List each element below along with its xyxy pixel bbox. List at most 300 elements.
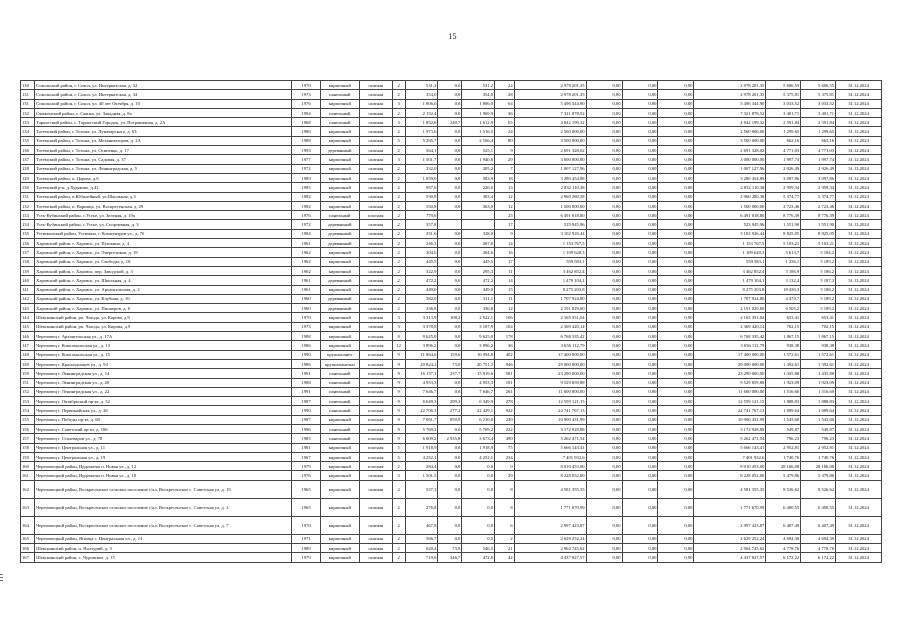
cell-non-residential-area: 0,0 xyxy=(438,146,462,155)
cell-total-area: 564,1 xyxy=(405,146,438,155)
cell-total-area: 7 646,7 xyxy=(405,387,438,396)
cell-row-number: 136 xyxy=(21,146,35,155)
cell-residents: 9 xyxy=(495,146,515,155)
cell-owner-funds: 3 102 926,44 xyxy=(694,229,766,238)
table-row xyxy=(21,378,882,387)
cell-regional-funds: 0,00 xyxy=(622,534,658,543)
cell-federal-funds: 0,00 xyxy=(586,406,622,415)
cell-total-area: 550,8 xyxy=(405,201,438,210)
cell-local-funds: 0,00 xyxy=(658,118,694,127)
cell-total-area: 3 896,2 xyxy=(405,341,438,350)
cell-residential-area: 2 922,1 xyxy=(462,313,495,322)
cell-total-area: 4 252,1 xyxy=(405,452,438,461)
table-row xyxy=(21,313,882,322)
cell-wall-material: панельный xyxy=(320,434,359,443)
cell-floors: 3 xyxy=(392,155,405,164)
cell-residents: 64 xyxy=(495,99,515,108)
cell-owner-funds: 5 666 143,41 xyxy=(694,443,766,452)
cell-residents: 8 xyxy=(495,480,515,498)
cell-owner-funds: 2 191 029,60 xyxy=(694,304,766,313)
cell-deadline: 31.12.2024 xyxy=(836,192,882,201)
cell-regional-funds: 0,00 xyxy=(622,211,658,220)
cell-total-area: 1 059,0 xyxy=(405,173,438,182)
cell-roof-type: скатная xyxy=(359,201,392,210)
cell-federal-funds: 0,00 xyxy=(586,498,622,516)
cell-deadline: 31.12.2024 xyxy=(836,350,882,359)
cell-roof-type: скатная xyxy=(359,498,392,516)
cell-year-built: 1980 xyxy=(292,127,320,136)
cell-floors: 9 xyxy=(392,332,405,341)
cell-non-residential-area: 0,0 xyxy=(438,285,462,294)
cell-row-number: 129 xyxy=(21,173,35,182)
cell-address: Череповец г. Ленинградская ул., д. 22 xyxy=(35,387,292,396)
cell-roof-type: скатная xyxy=(359,136,392,145)
cell-total-area: 9 625,0 xyxy=(405,332,438,341)
cell-max-cost-per-sqm: 4 771,03 xyxy=(801,146,836,155)
cell-max-cost-per-sqm: 1 740,76 xyxy=(801,452,836,461)
cell-residents: 234 xyxy=(495,452,515,461)
cell-regional-funds: 0,00 xyxy=(622,313,658,322)
cell-max-cost-per-sqm: 1 392,61 xyxy=(801,359,836,368)
cell-non-residential-area: 0,0 xyxy=(438,516,462,534)
cell-non-residential-area: 0,0 xyxy=(438,99,462,108)
cell-year-built: 1987 xyxy=(292,397,320,406)
cell-owner-funds: 9 529 859,88 xyxy=(694,378,766,387)
cell-wall-material: панельный xyxy=(320,378,359,387)
cell-floors: 3 xyxy=(392,118,405,127)
cell-total-cost: 2 165 351,04 xyxy=(514,313,586,322)
cell-roof-type: плоская xyxy=(359,359,392,368)
cell-total-area: 467,8 xyxy=(405,516,438,534)
cell-deadline: 31.12.2024 xyxy=(836,136,882,145)
cell-cost-per-sqm: 2 723,46 xyxy=(766,201,801,210)
cell-floors: 5 xyxy=(392,443,405,452)
cell-deadline: 31.12.2024 xyxy=(836,415,882,424)
cell-non-residential-area: 0,0 xyxy=(438,332,462,341)
cell-local-funds: 0,00 xyxy=(658,480,694,498)
cell-wall-material: кирпичный xyxy=(320,285,359,294)
cell-address: Тотемский район, п.Юбилейный, ул.Школьная, д.3 xyxy=(35,192,292,201)
cell-cost-per-sqm: 2 959,34 xyxy=(766,183,801,192)
cell-local-funds: 0,00 xyxy=(658,544,694,553)
cell-deadline: 31.12.2024 xyxy=(836,480,882,498)
cell-owner-funds: 7 321 878,52 xyxy=(694,108,766,117)
cell-residential-area: 4 953,3 xyxy=(462,378,495,387)
cell-address: Харовский район, г. Харовск, ул. Энергетиков, д. 19 xyxy=(35,248,292,257)
cell-regional-funds: 0,00 xyxy=(622,544,658,553)
cell-federal-funds: 0,00 xyxy=(586,534,622,543)
cell-local-funds: 0,00 xyxy=(658,285,694,294)
cell-federal-funds: 0,00 xyxy=(586,81,622,90)
cell-floors: 9 xyxy=(392,397,405,406)
cell-local-funds: 0,00 xyxy=(658,462,694,471)
cell-max-cost-per-sqm: 1 923,09 xyxy=(801,378,836,387)
cell-floors: 2 xyxy=(392,108,405,117)
table-row xyxy=(21,369,882,378)
cell-cost-per-sqm: 8 776,39 xyxy=(766,211,801,220)
cell-row-number: 139 xyxy=(21,266,35,275)
table-row xyxy=(21,304,882,313)
cell-floors: 2 xyxy=(392,192,405,201)
cell-address: Тотемский район, г. Тотьма, ул. Ленинградская, д. 5 xyxy=(35,164,292,173)
cell-regional-funds: 0,00 xyxy=(622,304,658,313)
cell-total-cost: 4 842 199,32 xyxy=(514,118,586,127)
cell-row-number: 131 xyxy=(21,90,35,99)
cell-address: Череповец г. Ленинградская ул., д. 14 xyxy=(35,369,292,378)
cell-floors: 2 xyxy=(392,146,405,155)
cell-non-residential-area: 0,0 xyxy=(438,387,462,396)
cell-non-residential-area: 299,3 xyxy=(438,397,462,406)
cell-max-cost-per-sqm: 1 089,64 xyxy=(801,406,836,415)
cell-residential-area: 10 994,8 xyxy=(462,350,495,359)
cell-wall-material: панельный xyxy=(320,387,359,396)
cell-roof-type: скатная xyxy=(359,516,392,534)
table-row xyxy=(21,192,882,201)
cell-year-built: 1990 xyxy=(292,406,320,415)
cell-max-cost-per-sqm: 5 479,86 xyxy=(801,471,836,480)
cell-regional-funds: 0,00 xyxy=(622,378,658,387)
cell-owner-funds: 7 401 932,6 xyxy=(694,452,766,461)
cell-non-residential-area: 0,0 xyxy=(438,480,462,498)
cell-year-built: 1973 xyxy=(292,322,320,331)
cell-floors: 2 xyxy=(392,553,405,562)
cell-residents: 42 xyxy=(495,553,515,562)
cell-total-cost: 3 102 926,44 xyxy=(514,229,586,238)
cell-owner-funds: 4 842 199,32 xyxy=(694,118,766,127)
cell-owner-funds: 1 479 104,1 xyxy=(694,276,766,285)
cell-wall-material: кирпичный xyxy=(320,544,359,553)
cell-total-cost: 2 997 423,87 xyxy=(514,516,586,534)
cell-residential-area: 336,8 xyxy=(462,304,495,313)
cell-year-built: 1970 xyxy=(292,81,320,90)
cell-total-cost: 1 771 670,99 xyxy=(514,498,586,516)
cell-local-funds: 0,00 xyxy=(658,387,694,396)
cell-roof-type: плоская xyxy=(359,369,392,378)
cell-deadline: 31.12.2024 xyxy=(836,211,882,220)
cell-cost-per-sqm: 1 435,88 xyxy=(766,369,801,378)
cell-non-residential-area: 0,0 xyxy=(438,164,462,173)
cell-roof-type: плоская xyxy=(359,397,392,406)
cell-residential-area: 6 349,9 xyxy=(462,397,495,406)
cell-total-cost: 7 401 932,6 xyxy=(514,452,586,461)
cell-residents: 11 xyxy=(495,266,515,275)
cell-federal-funds: 0,00 xyxy=(586,90,622,99)
cell-regional-funds: 0,00 xyxy=(622,136,658,145)
cell-floors: 9 xyxy=(392,434,405,443)
cell-non-residential-area: 0,0 xyxy=(438,173,462,182)
cell-roof-type: скатная xyxy=(359,471,392,480)
cell-floors: 9 xyxy=(392,424,405,433)
table-row xyxy=(21,201,882,210)
cell-regional-funds: 0,00 xyxy=(622,239,658,248)
cell-cost-per-sqm: 3 132,4 xyxy=(766,276,801,285)
cell-owner-funds: 3 172 928,88 xyxy=(694,424,766,433)
cell-regional-funds: 0,00 xyxy=(622,192,658,201)
cell-wall-material: кирпичный xyxy=(320,332,359,341)
cell-row-number: 156 xyxy=(21,424,35,433)
cell-local-funds: 0,00 xyxy=(658,415,694,424)
cell-floors: 2 xyxy=(392,534,405,543)
cell-floors: 2 xyxy=(392,304,405,313)
cell-max-cost-per-sqm: 1 543,60 xyxy=(801,415,836,424)
cell-residential-area: 267,0 xyxy=(462,239,495,248)
cell-regional-funds: 0,00 xyxy=(622,90,658,99)
table-row xyxy=(21,257,882,266)
cell-federal-funds: 0,00 xyxy=(586,544,622,553)
cell-local-funds: 0,00 xyxy=(658,266,694,275)
cell-residential-area: 531,2 xyxy=(462,81,495,90)
cell-deadline: 31.12.2024 xyxy=(836,341,882,350)
cell-max-cost-per-sqm: 4 694,30 xyxy=(801,534,836,543)
cell-row-number: 132 xyxy=(21,108,35,117)
cell-regional-funds: 0,00 xyxy=(622,183,658,192)
cell-floors: 3 xyxy=(392,322,405,331)
cell-residents: 12 xyxy=(495,192,515,201)
cell-address: Усть-Кубинский район, с.Устье, ул. Спортивная, д. 3 xyxy=(35,220,292,229)
cell-regional-funds: 0,00 xyxy=(622,146,658,155)
cell-owner-funds: 1 007 127,96 xyxy=(694,164,766,173)
cell-total-cost: 523 945,96 xyxy=(514,220,586,229)
cell-floors: 2 xyxy=(392,257,405,266)
cell-total-cost: 9 529 859,88 xyxy=(514,378,586,387)
cell-total-area: 20 824,2 xyxy=(405,359,438,368)
cell-deadline: 31.12.2024 xyxy=(836,201,882,210)
cell-deadline: 31.12.2024 xyxy=(836,266,882,275)
cell-address: Тотемский район, г. Тотьма, ул. Луначарского, д. 63 xyxy=(35,127,292,136)
cell-year-built: 1989 xyxy=(292,173,320,182)
cell-federal-funds: 0,00 xyxy=(586,99,622,108)
cell-wall-material: деревянный xyxy=(320,229,359,238)
cell-residents: 25 xyxy=(495,211,515,220)
cell-owner-funds: 2 997 423,87 xyxy=(694,516,766,534)
cell-regional-funds: 0,00 xyxy=(622,341,658,350)
cell-regional-funds: 0,00 xyxy=(622,387,658,396)
cell-address: Харовский район, г. Харовск, ул. Архангельская, д. 2 xyxy=(35,285,292,294)
cell-wall-material: панельный xyxy=(320,118,359,127)
cell-deadline: 31.12.2024 xyxy=(836,285,882,294)
cell-roof-type: плоская xyxy=(359,424,392,433)
cell-local-funds: 0,00 xyxy=(658,294,694,303)
cell-cost-per-sqm: 4 778,76 xyxy=(766,544,801,553)
cell-address: Сямженский район, с. Сямжа, ул. Западная, д. 8а xyxy=(35,108,292,117)
cell-row-number: 131 xyxy=(21,99,35,108)
cell-residents: 15 xyxy=(495,285,515,294)
cell-total-cost: 5 496 344,90 xyxy=(514,99,586,108)
cell-wall-material: кирпичный xyxy=(320,248,359,257)
cell-total-area: 566,7 xyxy=(405,534,438,543)
cell-max-cost-per-sqm: 5 189,2 xyxy=(801,294,836,303)
cell-year-built: 1962 xyxy=(292,257,320,266)
cell-total-area: 332,0 xyxy=(405,164,438,173)
cell-year-built: 1981 xyxy=(292,443,320,452)
cell-max-cost-per-sqm: 938,38 xyxy=(801,341,836,350)
cell-regional-funds: 0,00 xyxy=(622,294,658,303)
cell-residential-area: 0,0 xyxy=(462,480,495,498)
cell-total-cost: 11 600 000,00 xyxy=(514,387,586,396)
cell-residential-area: 15 919,6 xyxy=(462,369,495,378)
cell-non-residential-area: 0,0 xyxy=(438,248,462,257)
cell-non-residential-area: 0,0 xyxy=(438,498,462,516)
cell-non-residential-area: 0,0 xyxy=(438,462,462,471)
cell-floors: 2 xyxy=(392,201,405,210)
cell-total-cost: 2 978 201,35 xyxy=(514,81,586,90)
cell-local-funds: 0,00 xyxy=(658,332,694,341)
cell-address: Устюженский район, Устюжна, г. Коммунаров ул., д. 7б xyxy=(35,229,292,238)
cell-total-area: 1 501,5 xyxy=(405,471,438,480)
cell-deadline: 31.12.2024 xyxy=(836,424,882,433)
cell-non-residential-area: 0,0 xyxy=(438,276,462,285)
cell-federal-funds: 0,00 xyxy=(586,397,622,406)
cell-residents: 16 xyxy=(495,248,515,257)
cell-max-cost-per-sqm: 1 997,74 xyxy=(801,155,836,164)
cell-cost-per-sqm: 5 375,81 xyxy=(766,90,801,99)
cell-residential-area: 0,0 xyxy=(462,516,495,534)
cell-residential-area: 4 252,1 xyxy=(462,452,495,461)
cell-wall-material: деревянный xyxy=(320,239,359,248)
cell-residential-area: 9 625,0 xyxy=(462,332,495,341)
cell-wall-material: кирпичный xyxy=(320,201,359,210)
cell-local-funds: 0,00 xyxy=(658,81,694,90)
cell-year-built: 1967 xyxy=(292,452,320,461)
table-row xyxy=(21,155,882,164)
cell-residents: 75 xyxy=(495,443,515,452)
cell-owner-funds: 2 629 252,24 xyxy=(694,534,766,543)
cell-roof-type: скатная xyxy=(359,322,392,331)
cell-year-built: 1984 xyxy=(292,229,320,238)
cell-address: Тарногский район, с. Тарногский Городок, ул. Пограничная, д. 2А xyxy=(35,118,292,127)
cell-total-area: 957,6 xyxy=(405,183,438,192)
cell-total-cost: 3 172 928,88 xyxy=(514,424,586,433)
cell-total-area: 4 953,3 xyxy=(405,378,438,387)
cell-residential-area xyxy=(462,220,495,229)
cell-address: Череповец г. Ленинградская ул., д. 20 xyxy=(35,378,292,387)
cell-row-number: 154 xyxy=(21,406,35,415)
cell-floors: 3 xyxy=(392,99,405,108)
cell-non-residential-area: 277,2 xyxy=(438,406,462,415)
cell-federal-funds: 0,00 xyxy=(586,369,622,378)
cell-local-funds: 0,00 xyxy=(658,239,694,248)
cell-address: Череповец г. Советский пр-кт, д. 106 xyxy=(35,424,292,433)
cell-floors: 9 xyxy=(392,415,405,424)
cell-residents: 490 xyxy=(495,434,515,443)
cell-local-funds: 0,00 xyxy=(658,443,694,452)
cell-address: Шекснинский район, п. Нолтурий, д. 3 xyxy=(35,544,292,553)
cell-wall-material: кирпичный xyxy=(320,415,359,424)
table-row xyxy=(21,322,882,331)
cell-address: Череповецкий район, Воскресенское сельское поселение с/ал. Воскресенское с. Советская ул. д. 7 xyxy=(35,516,292,534)
cell-max-cost-per-sqm: 1 888,83 xyxy=(801,397,836,406)
cell-federal-funds: 0,00 xyxy=(586,424,622,433)
cell-federal-funds: 0,00 xyxy=(586,471,622,480)
cell-total-area: 22 706,3 xyxy=(405,406,438,415)
cell-address: Череповец г. Краснодонцев ул., д. 94 xyxy=(35,359,292,368)
cell-regional-funds: 0,00 xyxy=(622,434,658,443)
cell-wall-material: панельный xyxy=(320,108,359,117)
cell-deadline: 31.12.2024 xyxy=(836,304,882,313)
cell-owner-funds: 3 500 000,00 xyxy=(694,136,766,145)
cell-cost-per-sqm: 6 172,22 xyxy=(766,553,801,562)
cell-non-residential-area: 0,0 xyxy=(438,155,462,164)
cell-cost-per-sqm: 4 470,7 xyxy=(766,294,801,303)
cell-year-built: 1986 xyxy=(292,359,320,368)
cell-regional-funds: 0,00 xyxy=(622,257,658,266)
cell-total-area: 357,8 xyxy=(405,220,438,229)
cell-residents: 0 xyxy=(495,462,515,471)
cell-row-number: 140 xyxy=(21,276,35,285)
table-row xyxy=(21,424,882,433)
cell-total-cost: 1 153 767,5 xyxy=(514,239,586,248)
cell-local-funds: 0,00 xyxy=(658,136,694,145)
cell-deadline: 31.12.2024 xyxy=(836,544,882,553)
cell-regional-funds: 0,00 xyxy=(622,99,658,108)
cell-row-number: 159 xyxy=(21,452,35,461)
cell-wall-material: кирпичный xyxy=(320,173,359,182)
cell-local-funds: 0,00 xyxy=(658,183,694,192)
table-row xyxy=(21,359,882,368)
cell-floors: 2 xyxy=(392,480,405,498)
cell-roof-type: скатная xyxy=(359,99,392,108)
cell-cost-per-sqm: 5 613,7 xyxy=(766,248,801,257)
cell-non-residential-area: 0,0 xyxy=(438,136,462,145)
cell-owner-funds: 23 290 000,00 xyxy=(694,369,766,378)
table-row xyxy=(21,462,882,471)
cell-residents: 278 xyxy=(495,397,515,406)
cell-roof-type: скатная xyxy=(359,266,392,275)
cell-total-cost: 6 768 335,42 xyxy=(514,332,586,341)
cell-residential-area: 1 940,6 xyxy=(462,155,495,164)
cell-federal-funds: 0,00 xyxy=(586,452,622,461)
cell-residents: 65 xyxy=(495,118,515,127)
cell-residents: 18 xyxy=(495,173,515,182)
cell-owner-funds: 6 768 335,42 xyxy=(694,332,766,341)
cell-regional-funds: 0,00 xyxy=(622,498,658,516)
cell-total-area: 5 769,2 xyxy=(405,424,438,433)
cell-regional-funds: 0,00 xyxy=(622,452,658,461)
cell-residential-area: 3 896,2 xyxy=(462,341,495,350)
cell-local-funds: 0,00 xyxy=(658,378,694,387)
cell-address: Череповец г. Комсомольская ул., д. 13 xyxy=(35,341,292,350)
cell-max-cost-per-sqm: 28 166,08 xyxy=(801,462,836,471)
cell-roof-type: плоская xyxy=(359,434,392,443)
cell-row-number: 150 xyxy=(21,369,35,378)
cell-wall-material: кирпичный xyxy=(320,266,359,275)
cell-non-residential-area: 0,0 xyxy=(438,443,462,452)
cell-non-residential-area: 0,0 xyxy=(438,424,462,433)
cell-residential-area: 328,0 xyxy=(462,229,495,238)
cell-address: Череповец г. Сталеваров ул., д. 78 xyxy=(35,434,292,443)
cell-total-cost: 2 560 000,00 xyxy=(514,127,586,136)
cell-total-area: 537,3 xyxy=(405,480,438,498)
cell-wall-material: панельный xyxy=(320,90,359,99)
cell-local-funds: 0,00 xyxy=(658,553,694,562)
cell-wall-material: кирпичный xyxy=(320,462,359,471)
cell-max-cost-per-sqm: 1 299,65 xyxy=(801,127,836,136)
cell-cost-per-sqm: 1 392,61 xyxy=(766,359,801,368)
cell-address: Тотемский р-н, д.Худяково, д.41 xyxy=(35,183,292,192)
cell-year-built: 1988 xyxy=(292,332,320,341)
cell-roof-type: плоская xyxy=(359,443,392,452)
cell-residents: 946 xyxy=(495,359,515,368)
cell-non-residential-area: 108,2 xyxy=(438,313,462,322)
cell-deadline: 31.12.2024 xyxy=(836,406,882,415)
cell-owner-funds: 1 707 924,80 xyxy=(694,294,766,303)
cell-residential-area xyxy=(462,211,495,220)
cell-floors: 9 xyxy=(392,378,405,387)
cell-deadline: 31.12.2024 xyxy=(836,220,882,229)
cell-year-built: 1989 xyxy=(292,544,320,553)
cell-regional-funds: 0,00 xyxy=(622,471,658,480)
cell-owner-funds: 6 491 018,80 xyxy=(694,211,766,220)
